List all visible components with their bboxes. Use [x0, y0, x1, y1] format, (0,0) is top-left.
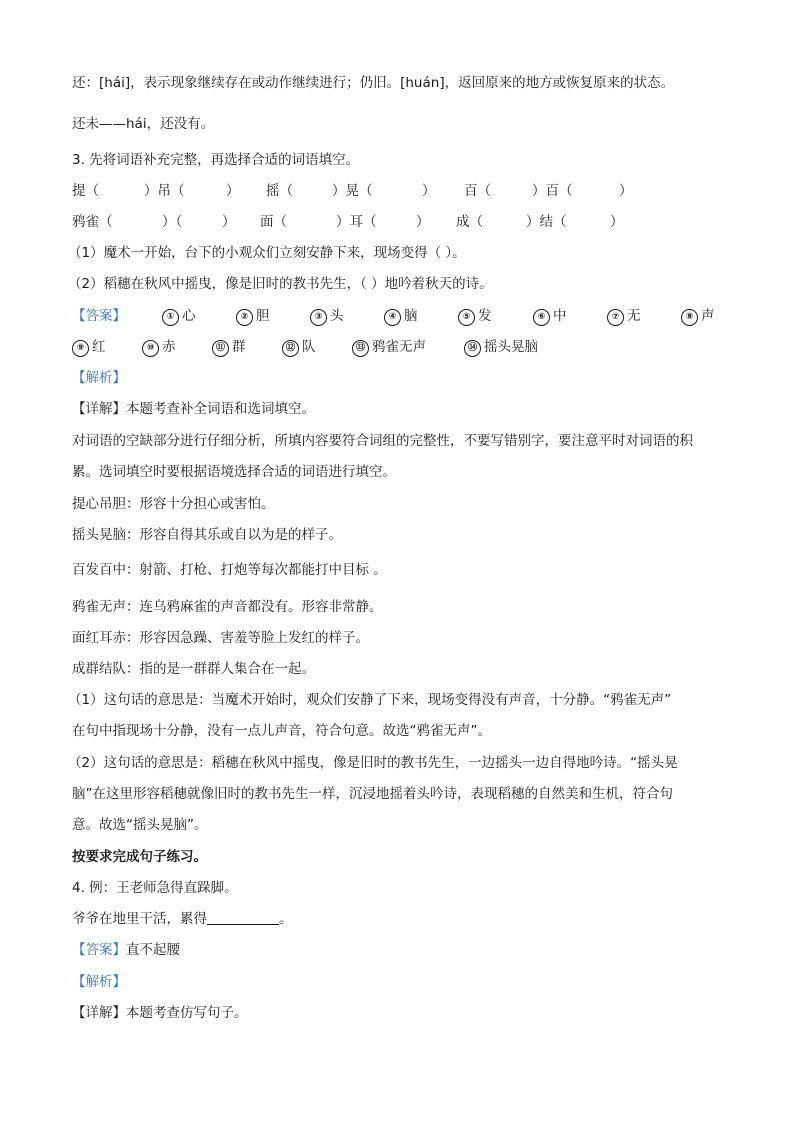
explanation-line-1: 对词语的空缺部分进行仔细分析，所填内容要符合词组的完整性，不要写错别字，要注意平时对词语的积	[72, 433, 693, 449]
fill-part: ）耳（	[336, 214, 377, 230]
idiom-definition: 成群结队：指的是一群群人集合在一起。	[72, 661, 315, 677]
fill-part: 成（	[456, 214, 483, 230]
analysis-label: 【解析】	[72, 974, 126, 990]
answer-item: ① 心	[162, 306, 196, 326]
idiom-definition: 面红耳赤：形容因急躁、害羞等脸上发红的样子。	[72, 630, 369, 646]
fill-part: ）	[416, 214, 430, 230]
answer-label: 【答案】	[72, 942, 126, 958]
answer-item: ③ 头	[310, 306, 344, 326]
huan-definition: 还：[hái]，表示现象继续存在或动作继续进行；仍旧。[huán]，返回原来的地方或恢复原来的状态。	[72, 75, 675, 91]
answer-item: ⑭ 摇头晃脑	[464, 337, 538, 357]
answer-text: 直不起腰	[126, 942, 180, 958]
answer-item: ② 胆	[236, 306, 270, 326]
answer-item: ⑬ 鸦雀无声	[352, 337, 426, 357]
answer-item: ⑥ 中	[533, 306, 567, 326]
explanation-line-2: 累。选词填空时要根据语境选择合适的词语进行填空。	[72, 464, 396, 480]
answer-item: ④ 脑	[384, 306, 418, 326]
fill-part: 百（	[464, 183, 491, 199]
sentence-2-explanation: 意。故选“摇头晃脑”。	[72, 817, 208, 833]
idiom-definition: 鸦雀无声：连乌鸦麻雀的声音都没有。形容非常静。	[72, 599, 383, 615]
detail-line-q4	[72, 1003, 248, 1023]
sentence-1-explanation: （1）这句话的意思是：当魔术开始时，观众们安静了下来，现场变得没有声音，十分静。“鸦雀无声”	[68, 692, 672, 708]
detail-label: 【详解】	[72, 401, 126, 417]
fill-part: 提（	[72, 183, 99, 199]
answer-item: ⑫ 队	[282, 337, 316, 357]
answer-item: ⑨ 红	[72, 337, 106, 357]
question-3: 3. 先将词语补充完整，再选择合适的词语填空。	[72, 152, 360, 168]
section-heading: 按要求完成句子练习。	[72, 849, 207, 865]
answer-blank	[207, 910, 279, 925]
fill-part: ）晃（	[332, 183, 373, 199]
huan-answer: 还未——hái，还没有。	[72, 116, 215, 132]
answer-label: 【答案】	[72, 308, 126, 324]
sentence-1-explanation: 在句中指现场十分静，没有一点儿声音，符合句意。故选“鸦雀无声”。	[72, 723, 491, 739]
question-4-prompt: 爷爷在地里干活，累得 。	[72, 911, 293, 927]
analysis-label: 【解析】	[72, 370, 126, 386]
idiom-definition: 摇头晃脑：形容自得其乐或自以为是的样子。	[72, 527, 342, 543]
fill-part: 摇（	[266, 183, 293, 199]
fill-part: ）百（	[532, 183, 573, 199]
detail-text: 本题考查补全词语和选词填空。	[126, 401, 315, 417]
fill-part: 鸦雀（	[72, 214, 113, 230]
answer-item: ⑪ 群	[212, 337, 246, 357]
answer-line-q4	[72, 940, 180, 960]
fill-part: ）	[222, 214, 236, 230]
detail-label: 【详解】	[72, 1005, 126, 1021]
fill-part: ）结（	[526, 214, 567, 230]
detail-line-q3	[72, 399, 315, 419]
sentence-2-explanation: （2）这句话的意思是：稻穗在秋风中摇曳，像是旧时的教书先生，一边摇头一边自得地吟诗。“摇头晃	[68, 755, 678, 771]
question-3-sentence-1: （1）魔术一开始，台下的小观众们立刻安静下来，现场变得（ ）。	[68, 245, 466, 261]
answer-item: ⑤ 发	[458, 306, 492, 326]
answer-item: ⑩ 赤	[142, 337, 176, 357]
detail-text: 本题考查仿写句子。	[126, 1005, 248, 1021]
question-4: 4. 例：王老师急得直跺脚。	[72, 880, 238, 896]
fill-part: ）吊（	[144, 183, 185, 199]
fill-part: ）	[422, 183, 436, 199]
answer-item: ⑧ 声	[681, 306, 715, 326]
fill-part: ）	[610, 214, 624, 230]
idiom-definition: 百发百中：射箭、打枪、打炮等每次都能打中目标 。	[72, 562, 387, 578]
answer-item: ⑦ 无	[607, 306, 641, 326]
idiom-definition: 提心吊胆：形容十分担心或害怕。	[72, 496, 275, 512]
fill-part: ）	[619, 183, 633, 199]
fill-part: 面（	[260, 214, 287, 230]
fill-part: ）（	[162, 214, 183, 230]
question-3-sentence-2: （2）稻穗在秋风中摇曳，像是旧时的教书先生，（ ）地吟着秋天的诗。	[68, 276, 493, 292]
sentence-2-explanation: 脑”在这里形容稻穗就像旧时的教书先生一样，沉浸地摇着头吟诗，表现稻穗的自然美和生机，符合句	[72, 786, 673, 802]
fill-part: ）	[226, 183, 240, 199]
